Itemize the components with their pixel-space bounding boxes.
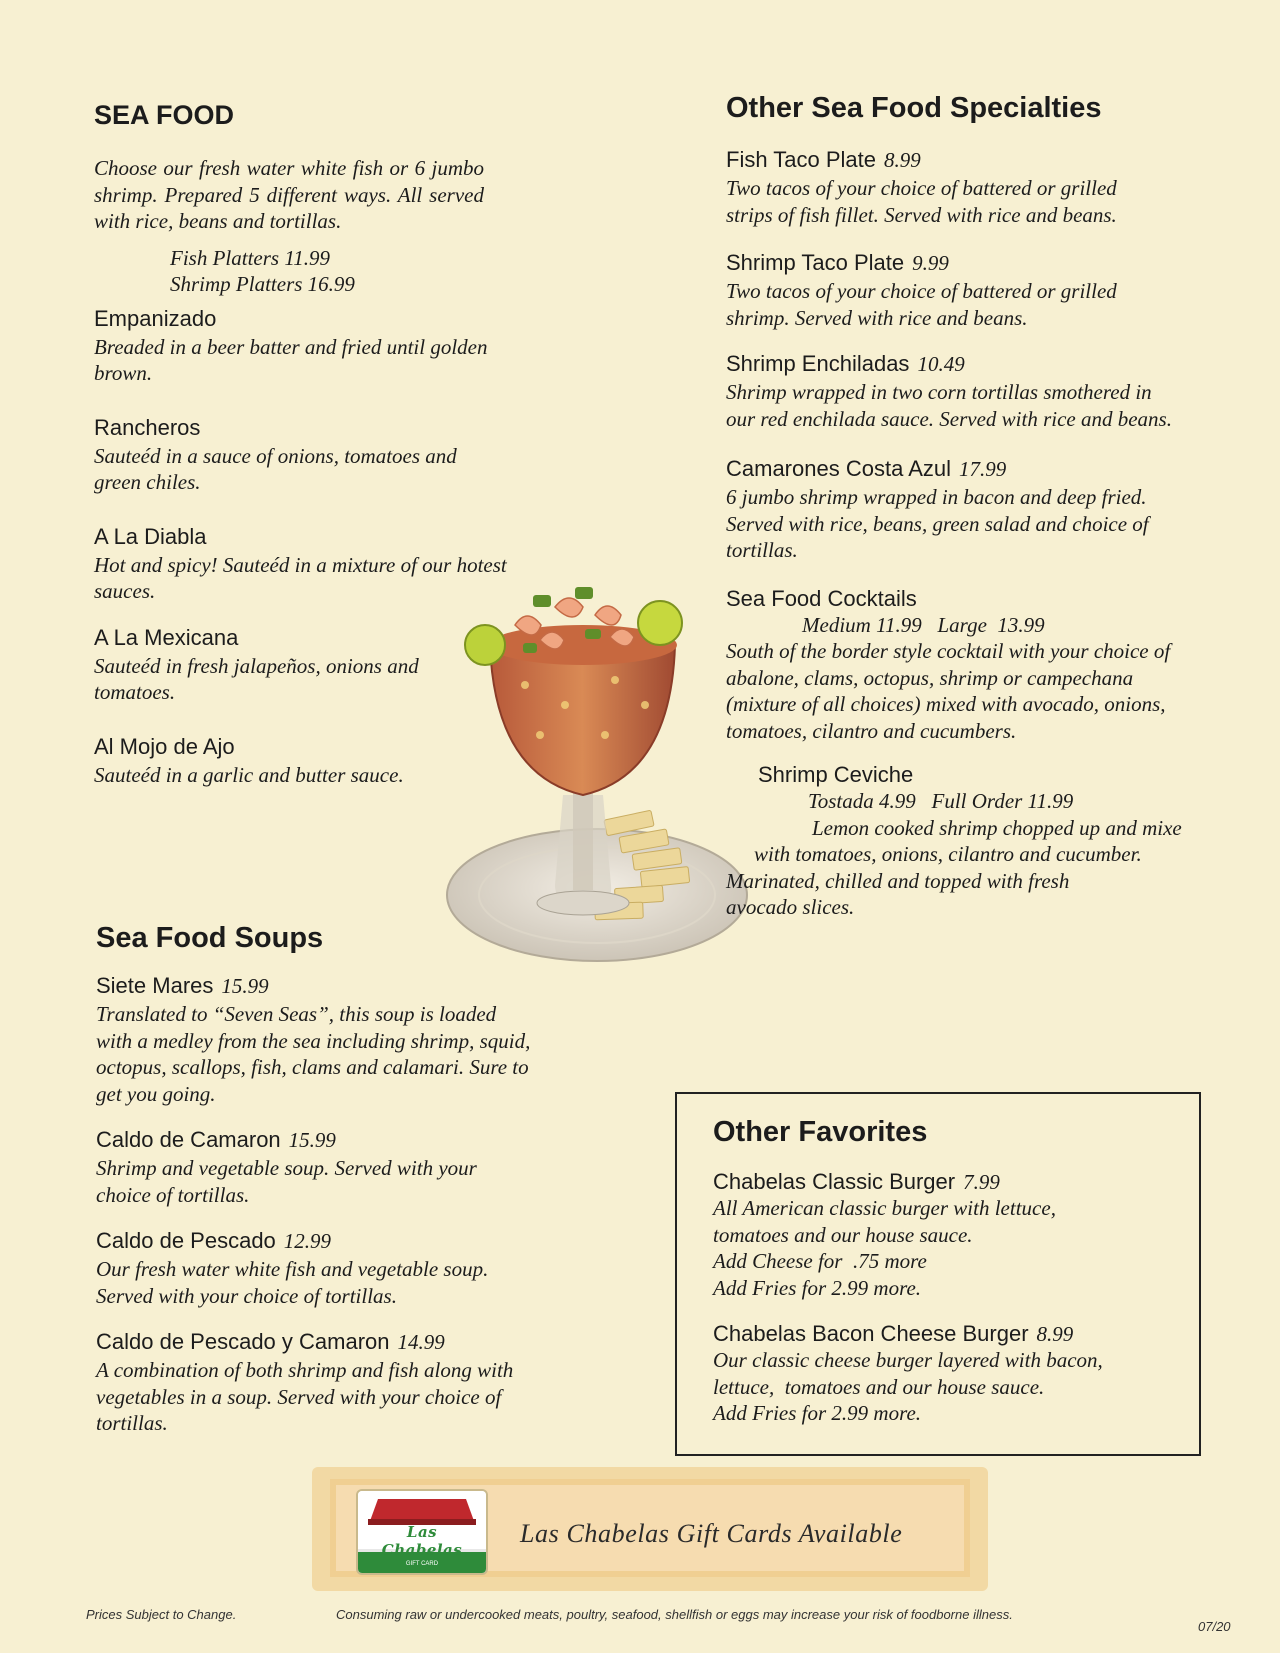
ceviche-item: [726, 762, 1206, 921]
soup-name: Caldo de Pescado 12.99: [96, 1228, 332, 1253]
style-name: Al Mojo de Ajo: [94, 733, 235, 759]
soup-price: 12.99: [283, 1229, 332, 1253]
platter-fish: Fish Platters 11.99: [170, 245, 331, 270]
soup-desc: A combination of both shrimp and fish along with vegetables in a soup. Served with your choice of tortillas.: [96, 1358, 514, 1435]
style-desc: Hot and spicy! Sauteéd in a mixture of our hotest sauces.: [94, 552, 507, 603]
specialty-item: [726, 456, 1176, 564]
ceviche-name: Shrimp Ceviche: [758, 762, 914, 787]
soup-item: [96, 1329, 516, 1437]
soup-price: 15.99: [221, 974, 269, 998]
specialties-heading: Other Sea Food Specialties: [726, 92, 1102, 124]
soup-desc: Translated to “Seven Seas”, this soup is loaded with a medley from the sea including shrimp, squid, octopus, scallops, fish, clams and calamari. Sure to get you going.: [96, 1002, 531, 1106]
style-desc: Sauteéd in a garlic and butter sauce.: [94, 762, 404, 787]
soup-price: 15.99: [288, 1128, 336, 1152]
ceviche-sizes: Tostada 4.99 Full Order 11.99: [808, 789, 1074, 813]
soup-item: [96, 1228, 536, 1309]
specialty-item: [726, 147, 1166, 228]
soup-name: Caldo de Camaron 15.99: [96, 1127, 336, 1152]
sea-food-intro: Choose our fresh water white fish or 6 jumbo shrimp. Prepared 5 different ways. All served with rice, beans and tortillas.: [94, 156, 484, 233]
soup-price: 14.99: [397, 1330, 445, 1354]
favorite-line: lettuce, tomatoes and our house sauce.: [713, 1374, 1045, 1399]
favorite-item: [713, 1169, 1199, 1301]
soup-desc: Shrimp and vegetable soup. Served with your choice of tortillas.: [96, 1156, 477, 1207]
soup-name: Siete Mares 15.99: [96, 973, 269, 998]
specialty-price: 8.99: [884, 148, 921, 172]
specialty-name: Shrimp Taco Plate 9.99: [726, 250, 949, 275]
soup-desc: Our fresh water white fish and vegetable soup. Served with your choice of tortillas.: [96, 1257, 489, 1308]
soup-item: [96, 1127, 526, 1208]
specialty-desc: Shrimp wrapped in two corn tortillas smothered in our red enchilada sauce. Served with rice and beans.: [726, 380, 1172, 431]
specialty-desc: Two tacos of your choice of battered or grilled strips of fish fillet. Served with rice and beans.: [726, 176, 1117, 227]
style-desc: Breaded in a beer batter and fried until golden brown.: [94, 334, 488, 385]
cocktails-name: Sea Food Cocktails: [726, 585, 917, 611]
prices-note: Prices Subject to Change.: [86, 1607, 237, 1622]
soup-name: Caldo de Pescado y Camaron 14.99: [96, 1329, 445, 1354]
favorite-price: 8.99: [1036, 1322, 1074, 1346]
style-name: A La Diabla: [94, 523, 207, 549]
favorite-line: Our classic cheese burger layered with bacon,: [713, 1348, 1103, 1372]
gift-card-banner: [312, 1467, 988, 1591]
food-safety-warning: Consuming raw or undercooked meats, poultry, seafood, shellfish or eggs may increase your risk of foodborne illness.: [336, 1607, 1013, 1622]
sea-food-heading: SEA FOOD: [94, 100, 235, 130]
style-name: Empanizado: [94, 305, 217, 331]
gift-card-caption: GIFT CARD: [405, 1561, 439, 1567]
gift-card-logo-text: Las Chabelas: [381, 1523, 463, 1559]
specialty-name: Camarones Costa Azul 17.99: [726, 456, 1007, 481]
favorite-line: Add Cheese for .75 more: [713, 1249, 927, 1273]
date-code: 07/20: [1198, 1619, 1231, 1634]
specialty-name: Fish Taco Plate 8.99: [726, 147, 921, 172]
favorite-line: Add Fries for 2.99 more.: [713, 1401, 922, 1425]
style-item: [94, 415, 494, 496]
specialty-item: [726, 351, 1176, 432]
style-name: Rancheros: [94, 414, 201, 440]
favorite-line: tomatoes and our house sauce.: [713, 1222, 973, 1247]
cocktails-item: [726, 586, 1176, 745]
style-item: [94, 734, 494, 789]
favorite-item: [713, 1321, 1199, 1427]
favorite-name: Chabelas Bacon Cheese Burger 8.99: [713, 1321, 1074, 1346]
style-desc: Sauteéd in a sauce of onions, tomatoes and green chiles.: [94, 443, 457, 494]
soups-heading: Sea Food Soups: [96, 922, 324, 954]
style-name: A La Mexicana: [94, 624, 239, 650]
specialty-price: 9.99: [912, 251, 949, 275]
ceviche-desc-rest: Marinated, chilled and topped with fresh avocado slices.: [726, 868, 1070, 919]
specialty-price: 10.49: [917, 352, 965, 376]
favorite-line: All American classic burger with lettuce,: [713, 1196, 1056, 1220]
specialty-item: [726, 250, 1166, 331]
favorite-line: Add Fries for 2.99 more.: [713, 1275, 922, 1300]
specialty-name: Shrimp Enchiladas 10.49: [726, 351, 965, 376]
soup-item: [96, 973, 536, 1107]
gift-card-image: [356, 1489, 488, 1575]
cocktails-sizes: Medium 11.99 Large 13.99: [802, 612, 1045, 637]
specialty-price: 17.99: [959, 457, 1007, 481]
ceviche-desc-line1: Lemon cooked shrimp chopped up and mixe: [812, 815, 1182, 840]
gift-card-title: Las Chabelas Gift Cards Available: [520, 1519, 903, 1548]
platter-shrimp: Shrimp Platters 16.99: [170, 272, 355, 296]
specialties-section: [726, 92, 1196, 941]
favorite-name: Chabelas Classic Burger 7.99: [713, 1169, 1000, 1194]
specialty-desc: Two tacos of your choice of battered or grilled shrimp. Served with rice and beans.: [726, 279, 1117, 330]
ceviche-desc-line2: with tomatoes, onions, cilantro and cucumber.: [754, 842, 1142, 866]
other-favorites-box: [675, 1092, 1201, 1456]
style-item: [94, 306, 534, 387]
platter-prices: [170, 245, 524, 298]
cocktails-desc: South of the border style cocktail with your choice of abalone, clams, octopus, shrimp or campechana (mixture of all choices) mixed with avocado, onions, tomatoes, cilantro and cucumbers.: [726, 639, 1171, 743]
style-item: [94, 625, 494, 706]
soups-section: [96, 922, 546, 1457]
favorites-heading: Other Favorites: [713, 1116, 928, 1148]
specialty-desc: 6 jumbo shrimp wrapped in bacon and deep fried. Served with rice, beans, green salad and choice of tortillas.: [726, 485, 1149, 562]
style-desc: Sauteéd in fresh jalapeños, onions and tomatoes.: [94, 653, 419, 704]
favorite-price: 7.99: [963, 1170, 1000, 1194]
seafood-cocktail-image: [445, 585, 760, 965]
